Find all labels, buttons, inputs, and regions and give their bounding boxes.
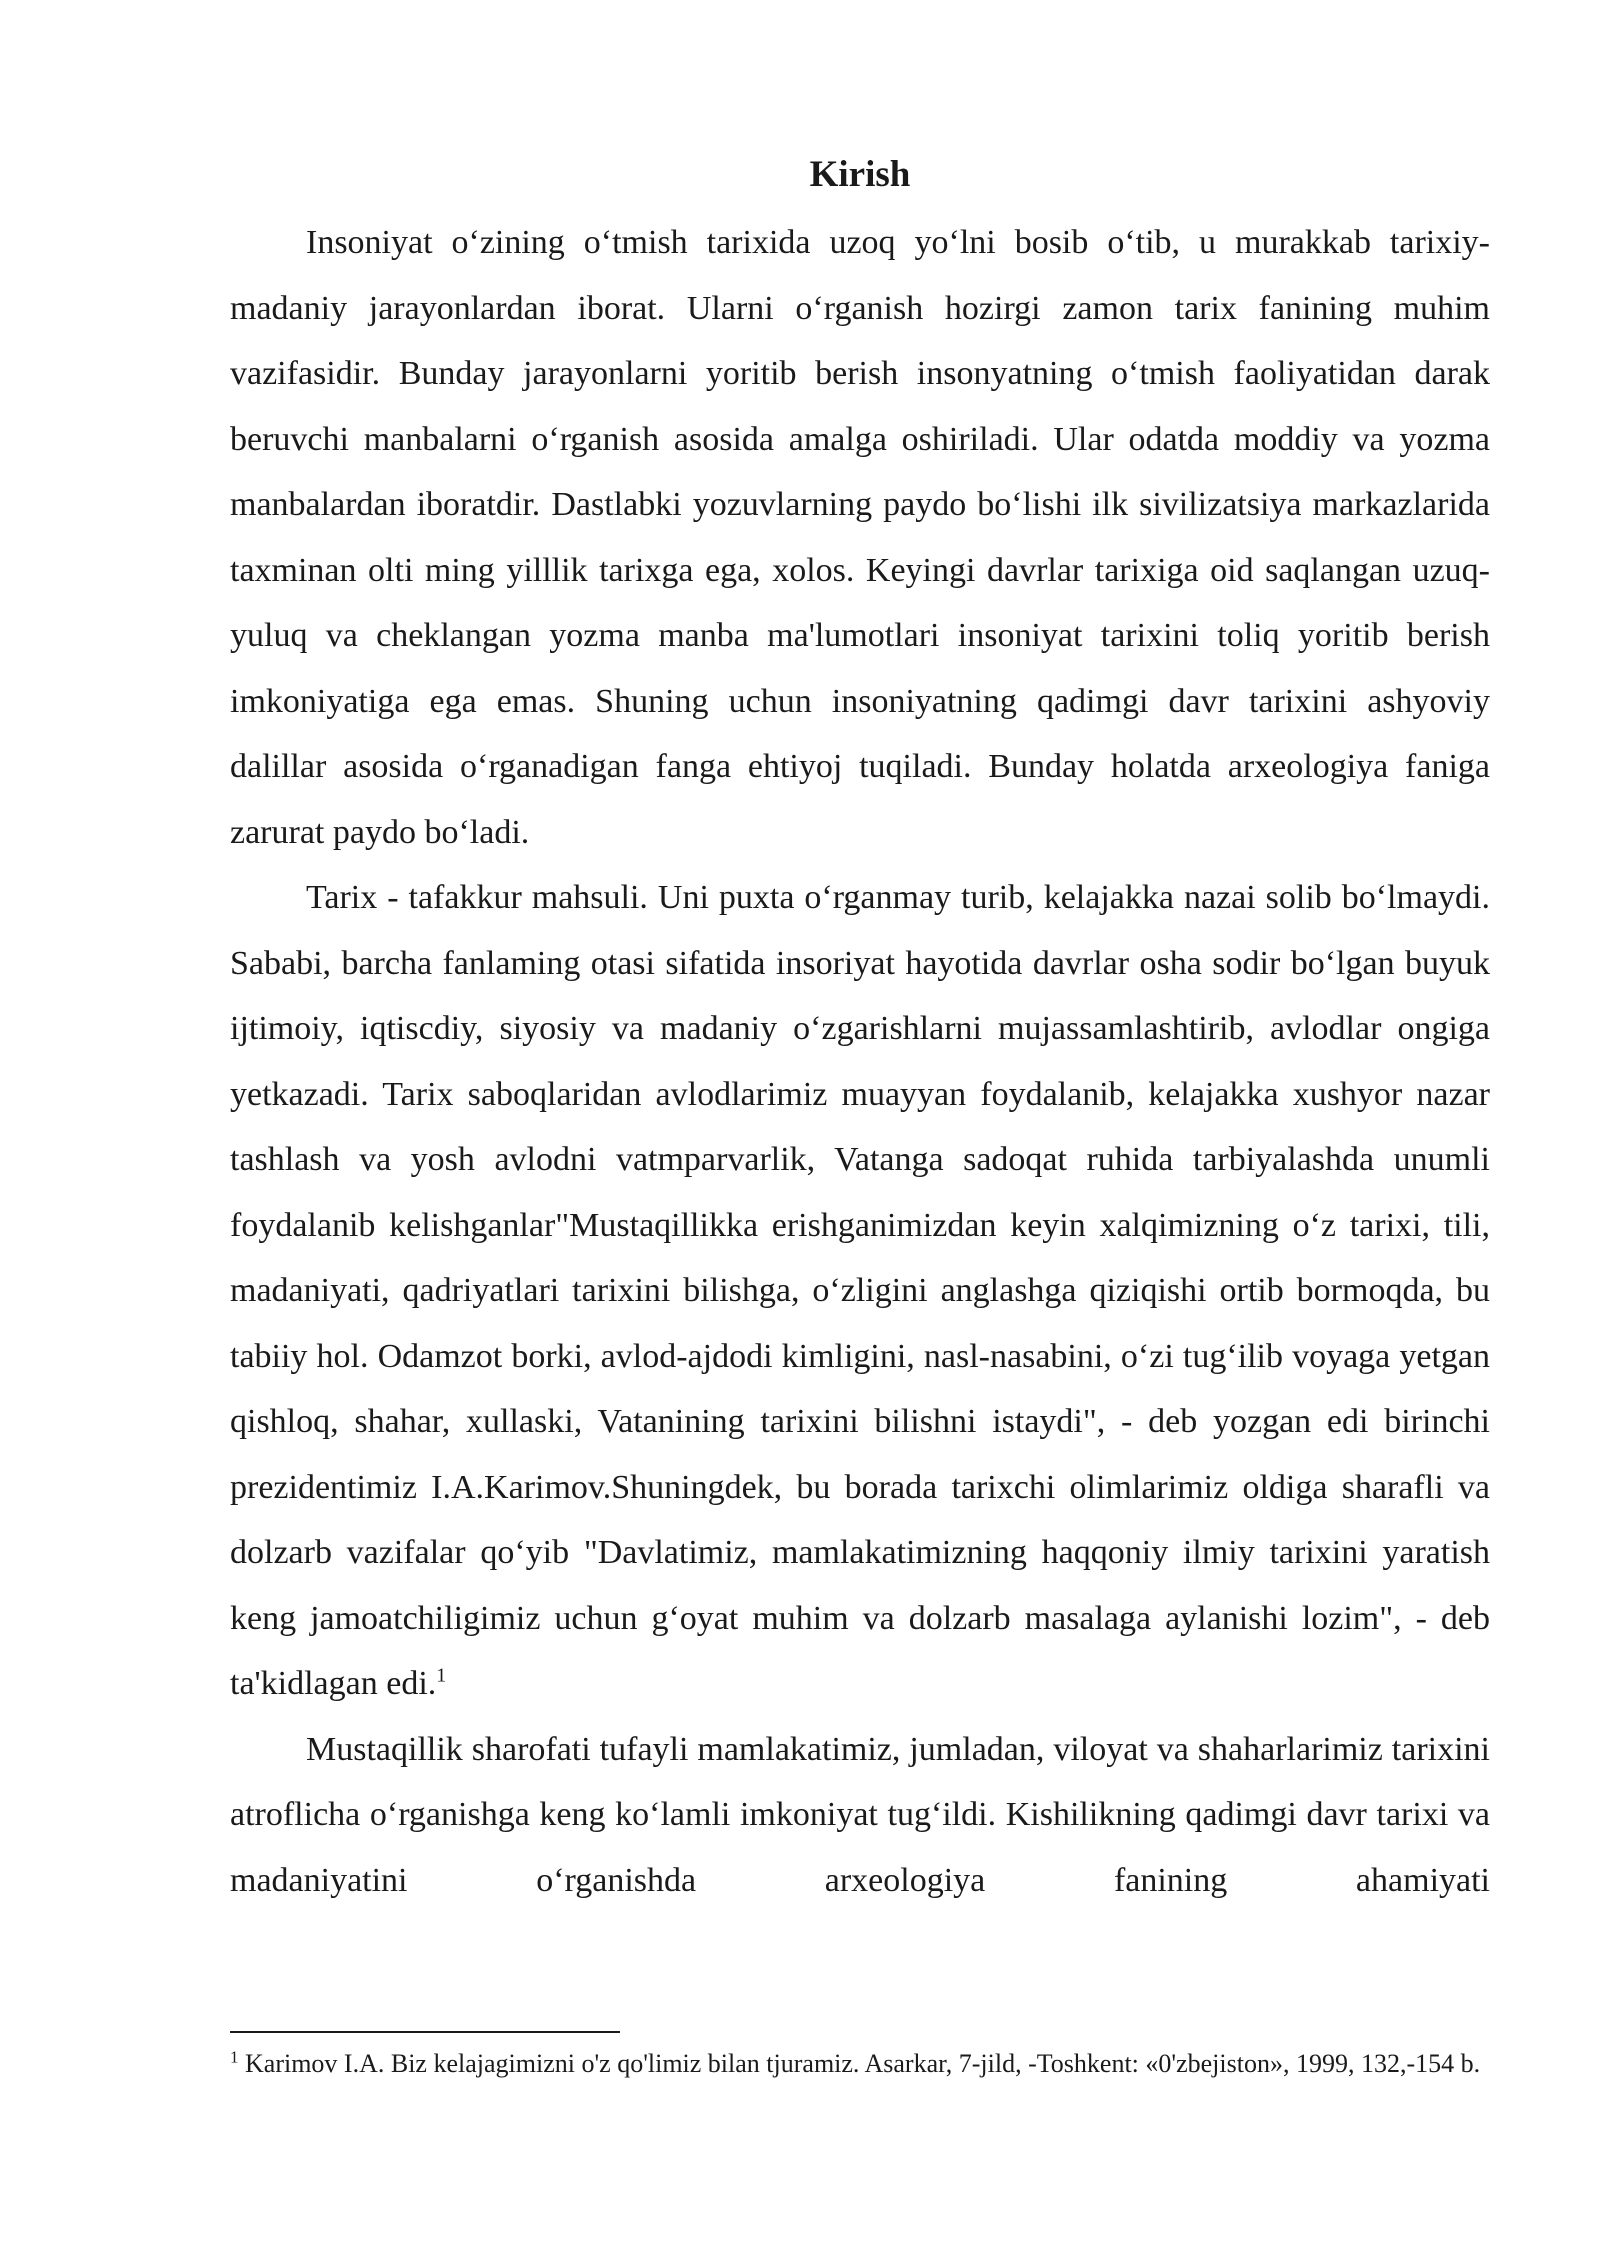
footnote-reference[interactable]: 1	[436, 1664, 447, 1687]
footnote	[230, 2046, 1490, 2082]
paragraph-3: Mustaqillik sharofati tufayli mamlakatimiz, jumladan, viloyat va shaharlarimiz tarixini atroflicha o‘rganishga keng ko‘lamli imkoniyat tug‘ildi. Kishilikning qadimgi davr tarixi va madaniyatini o‘rganishda arxeologiya fanining ahamiyati	[230, 1730, 1490, 1899]
footnote-separator	[230, 2031, 620, 2033]
paragraph-1: Insoniyat o‘zining o‘tmish tarixida uzoq yo‘lni bosib o‘tib, u murakkab tarixiy-madaniy jarayonlardan iborat. Ularni o‘rganish hozirgi zamon tarix fanining muhim vazifasidir. Bunday jarayonlarni yoritib berish insonyatning o‘tmish faoliyatidan darak beruvchi manbalarni o‘rganish asosida amalga oshiriladi. Ular odatda moddiy va yozma manbalardan iboratdir. Dastlabki yozuvlarning paydo bo‘lishi ilk sivilizatsiya markazlarida taxminan olti ming yilllik tarixga ega, xolos. Keyingi davrlar tarixiga oid saqlangan uzuq-yuluq va cheklangan yozma manba ma'lumotlari insoniyat tarixini toliq yoritib berish imkoniyatiga ega emas. Shuning uchun insoniyatning qadimgi davr tarixini ashyoviy dalillar asosida o‘rganadigan fanga ehtiyoj tuqiladi. Bunday holatda arxeologiya faniga zarurat paydo bo‘ladi.	[230, 224, 1490, 851]
footnote-marker: 1	[230, 2047, 239, 2067]
section-title: Kirish	[809, 154, 911, 195]
paragraph-2	[230, 865, 1490, 1717]
paragraph-2-text: Tarix - tafakkur mahsuli. Uni puxta o‘rganmay turib, kelajakka nazai solib bo‘lmaydi. Sababi, barcha fanlaming otasi sifatida insoriyat hayotida davrlar osha sodir bo‘lgan buyuk ijtimoiy, iqtiscdiy, siyosiy va madaniy o‘zgarishlarni mujassamlashtirib, avlodlar ongiga yetkazadi. Tarix saboqlaridan avlodlarimiz muayyan foydalanib, kelajakka xushyor nazar tashlash va yosh avlodni vatmparvarlik, Vatanga sadoqat ruhida tarbiyalashda unumli foydalanib kelishganlar"Mustaqillikka erishganimizdan keyin xalqimizning o‘z tarixi, tili, madaniyati, qadriyatlari tarixini bilishga, o‘zligini anglashga qiziqishi ortib bormoqda, bu tabiiy hol. Odamzot borki, avlod-ajdodi kimligini, nasl-nasabini, o‘zi tug‘ilib voyaga yetgan qishloq, shahar, xullaski, Vatanining tarixini bilishni istaydi", - deb yozgan edi birinchi prezidentimiz I.A.Karimov.Shuningdek, bu borada tarixchi olimlarimiz oldiga sharafli va dolzarb vazifalar qo‘yib "Davlatimiz, mamlakatimizning haqqoniy ilmiy tarixini yaratish keng jamoatchiligimiz uchun g‘oyat muhim va dolzarb masalaga aylanishi lozim", - deb ta'kidlagan edi.	[230, 879, 1490, 1702]
footnote-text: Karimov I.A. Biz kelajagimizni o'z qo'limiz bilan tjuramiz. Asarkar, 7-jild, -Toshkent: «0'zbejiston», 1999, 132,-154 b.	[245, 2049, 1481, 2078]
body-text	[230, 210, 1490, 1913]
